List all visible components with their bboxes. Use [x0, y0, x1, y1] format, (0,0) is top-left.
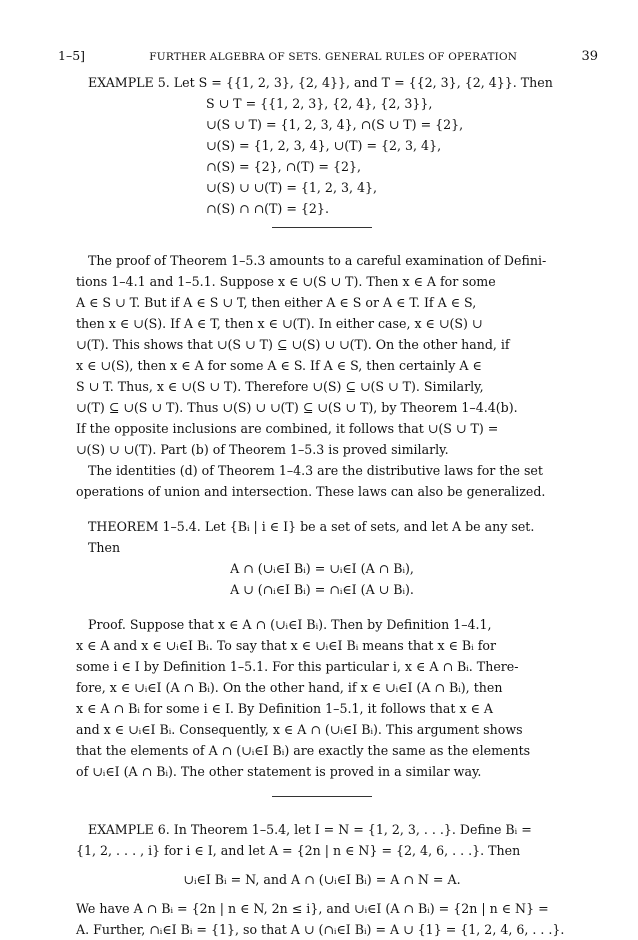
text-line: that the elements of A ∩ (∪ᵢ∈I Bᵢ) are exactly the same as the elements	[76, 743, 531, 758]
text-line: If the opposite inclusions are combined, it follows that ∪(S ∪ T) =	[76, 421, 499, 436]
text-line: x ∈ ∪(S), then x ∈ A for some A ∈ S. If A ∈ S, then certainly A ∈	[76, 358, 482, 373]
proof-paragraph	[76, 250, 568, 460]
equation-line: A ∩ (∪ᵢ∈I Bᵢ) = ∪ᵢ∈I (A ∩ Bᵢ),	[230, 561, 414, 576]
text-line: ∪(T). This shows that ∪(S ∪ T) ⊆ ∪(S) ∪ ∪(T). On the other hand, if	[76, 337, 510, 352]
equation-line: ∩(S) ∩ ∩(T) = {2}.	[206, 201, 329, 216]
text-line: ∪(S) ∪ ∪(T). Part (b) of Theorem 1–5.3 is proved similarly.	[76, 442, 449, 457]
text-line: EXAMPLE 5. Let S = {{1, 2, 3}, {2, 4}}, and T = {{2, 3}, {2, 4}}. Then	[88, 75, 553, 90]
theorem-1-5-4	[76, 516, 568, 600]
text-line: {1, 2, . . . , i} for i ∈ I, and let A = {2n | n ∈ N} = {2, 4, 6, . . .}. Then	[76, 843, 521, 858]
text-line: operations of union and intersection. These laws can also be generalized.	[76, 484, 546, 499]
text-line: ∪(T) ⊆ ∪(S ∪ T). Thus ∪(S) ∪ ∪(T) ⊆ ∪(S ∪ T), by Theorem 1–4.4(b).	[76, 400, 518, 415]
text-line: fore, x ∈ ∪ᵢ∈I (A ∩ Bᵢ). On the other hand, if x ∈ ∪ᵢ∈I (A ∩ Bᵢ), then	[76, 680, 503, 695]
text-line: EXAMPLE 6. In Theorem 1–5.4, let I = N = {1, 2, 3, . . .}. Define Bᵢ =	[88, 822, 532, 837]
page-number: 39	[581, 49, 598, 64]
text-line: some i ∈ I by Definition 1–5.1. For this particular i, x ∈ A ∩ Bᵢ. There-	[76, 659, 519, 674]
equation-line: A ∪ (∩ᵢ∈I Bᵢ) = ∩ᵢ∈I (A ∪ Bᵢ).	[230, 582, 414, 597]
page-body	[76, 72, 568, 940]
text-line: S ∪ T. Thus, x ∈ ∪(S ∪ T). Therefore ∪(S) ⊆ ∪(S ∪ T). Similarly,	[76, 379, 484, 394]
example-6	[76, 819, 568, 940]
text-line: and x ∈ ∪ᵢ∈I Bᵢ. Consequently, x ∈ A ∩ (∪ᵢ∈I Bᵢ). This argument shows	[76, 722, 523, 737]
proof-section	[76, 614, 568, 782]
text-line: A. Further, ∩ᵢ∈I Bᵢ = {1}, so that A ∪ (∩ᵢ∈I Bᵢ) = A ∪ {1} = {1, 2, 4, 6, . . .}.	[76, 922, 565, 937]
chapter-title: FURTHER ALGEBRA OF SETS. GENERAL RULES OF OPERATION	[149, 51, 518, 63]
running-header	[58, 48, 598, 64]
text-line: The proof of Theorem 1–5.3 amounts to a careful examination of Defini-	[88, 253, 547, 268]
text-line: x ∈ A ∩ Bᵢ for some i ∈ I. By Definition 1–5.1, it follows that x ∈ A	[76, 701, 494, 716]
theorem-statement: THEOREM 1–5.4. Let {Bᵢ | i ∈ I} be a set of sets, and let A be any set.	[88, 519, 535, 534]
equation-line: ∪ᵢ∈I Bᵢ = N, and A ∩ (∪ᵢ∈I Bᵢ) = A ∩ N = A.	[183, 872, 461, 887]
text-line: A ∈ S ∪ T. But if A ∈ S ∪ T, then either A ∈ S or A ∈ T. If A ∈ S,	[76, 295, 477, 310]
text-line: The identities (d) of Theorem 1–4.3 are the distributive laws for the set	[88, 463, 543, 478]
text-line: x ∈ A and x ∈ ∪ᵢ∈I Bᵢ. To say that x ∈ ∪ᵢ∈I Bᵢ means that x ∈ Bᵢ for	[76, 638, 496, 653]
section-number: 1–5]	[58, 48, 86, 63]
distributive-paragraph	[76, 460, 568, 502]
text-line: tions 1–4.1 and 1–5.1. Suppose x ∈ ∪(S ∪ T). Then x ∈ A for some	[76, 274, 496, 289]
text-line: then x ∈ ∪(S). If A ∈ T, then x ∈ ∪(T). In either case, x ∈ ∪(S) ∪	[76, 316, 483, 331]
equation-line: S ∪ T = {{1, 2, 3}, {2, 4}, {2, 3}},	[206, 96, 433, 111]
text-line: We have A ∩ Bᵢ = {2n | n ∈ N, 2n ≤ i}, and ∪ᵢ∈I (A ∩ Bᵢ) = {2n | n ∈ N} =	[76, 901, 549, 916]
equation-line: ∪(S) = {1, 2, 3, 4}, ∪(T) = {2, 3, 4},	[206, 138, 442, 153]
equation-line: ∪(S) ∪ ∪(T) = {1, 2, 3, 4},	[206, 180, 377, 195]
text-line: of ∪ᵢ∈I (A ∩ Bᵢ). The other statement is proved in a similar way.	[76, 764, 482, 779]
equation-line: ∪(S ∪ T) = {1, 2, 3, 4}, ∩(S ∪ T) = {2},	[206, 117, 464, 132]
example-5	[76, 72, 568, 219]
equation-line: ∩(S) = {2}, ∩(T) = {2},	[206, 159, 361, 174]
text-line: Then	[88, 540, 121, 555]
text-line: Proof. Suppose that x ∈ A ∩ (∪ᵢ∈I Bᵢ). Then by Definition 1–4.1,	[88, 617, 492, 632]
